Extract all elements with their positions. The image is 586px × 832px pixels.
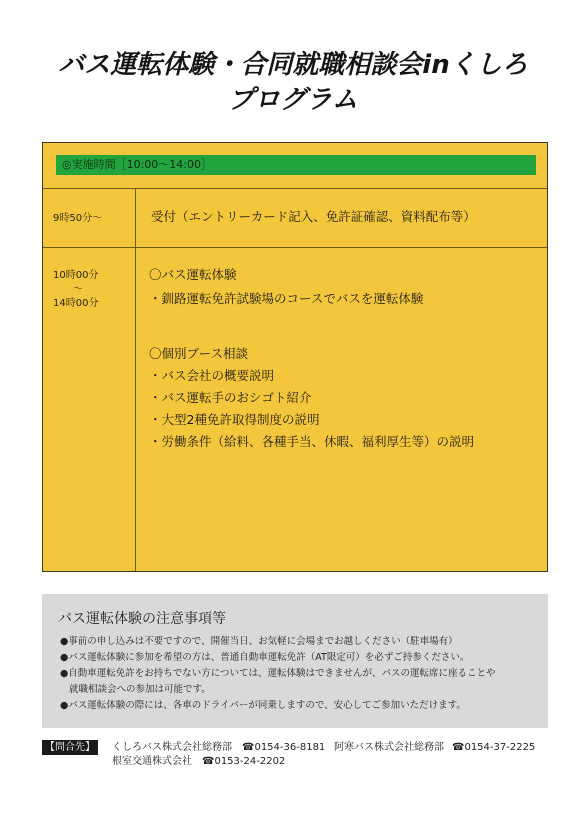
note-item-continued: 就職相談会への参加は可能です。 xyxy=(69,684,211,695)
program-item: ・バス会社の概要説明 xyxy=(149,368,275,383)
page-title-line1: バス運転体験・合同就職相談会inくしろ xyxy=(58,50,528,80)
contact-phone: ☎0153-24-2202 xyxy=(202,756,286,767)
notes-box xyxy=(42,594,548,728)
page-title-line2: プログラム xyxy=(228,85,358,115)
notes-title: バス運転体験の注意事項等 xyxy=(58,611,226,627)
row-divider xyxy=(43,247,547,248)
time-bar-label: ◎実施時間［10:00～14:00］ xyxy=(62,158,212,171)
time-cell: 9時50分～ xyxy=(53,213,103,224)
program-heading: 〇バス運転体験 xyxy=(149,267,237,282)
program-item: 受付（エントリーカード記入、免許証確認、資料配布等） xyxy=(151,209,476,224)
contact-company: 根室交通株式会社 xyxy=(112,756,192,767)
note-item: ●事前の申し込みは不要ですので、開催当日、お気軽に会場までお越しください（駐車場有） xyxy=(60,636,458,647)
program-item: ・バス運転手のおシゴト紹介 xyxy=(149,390,312,405)
contact-company: くしろバス株式会社総務部 xyxy=(112,742,232,753)
contact-label: 【問合先】 xyxy=(42,740,98,755)
time-tilde: ～ xyxy=(73,284,83,295)
program-heading: 〇個別ブース相談 xyxy=(149,346,249,361)
program-item: ・労働条件（給料、各種手当、休暇、福利厚生等）の説明 xyxy=(149,434,475,449)
time-end: 14時00分 xyxy=(53,298,99,309)
time-start: 10時00分 xyxy=(53,270,99,281)
note-item: ●バス運転体験に参加を希望の方は、普通自動車運転免許（AT限定可）を必ずご持参ください。 xyxy=(60,652,470,663)
contact-phone: ☎0154-37-2225 xyxy=(452,742,536,753)
contact-company: 阿寒バス株式会社総務部 xyxy=(334,742,444,753)
contact-phone: ☎0154-36-8181 xyxy=(242,742,326,753)
note-item: ●バス運転体験の際には、各車のドライバーが同乗しますので、安心してご参加いただけます。 xyxy=(60,700,466,711)
program-item: ・釧路運転免許試験場のコースでバスを運転体験 xyxy=(149,291,424,306)
row-divider xyxy=(43,188,547,189)
program-item: ・大型2種免許取得制度の説明 xyxy=(149,412,320,427)
schedule-table xyxy=(42,142,548,572)
column-divider xyxy=(135,188,136,571)
note-item: ●自動車運転免許をお持ちでない方については、運転体験はできませんが、バスの運転席に座ることや xyxy=(60,668,496,679)
notes-list xyxy=(60,634,496,714)
time-bar xyxy=(56,155,536,175)
